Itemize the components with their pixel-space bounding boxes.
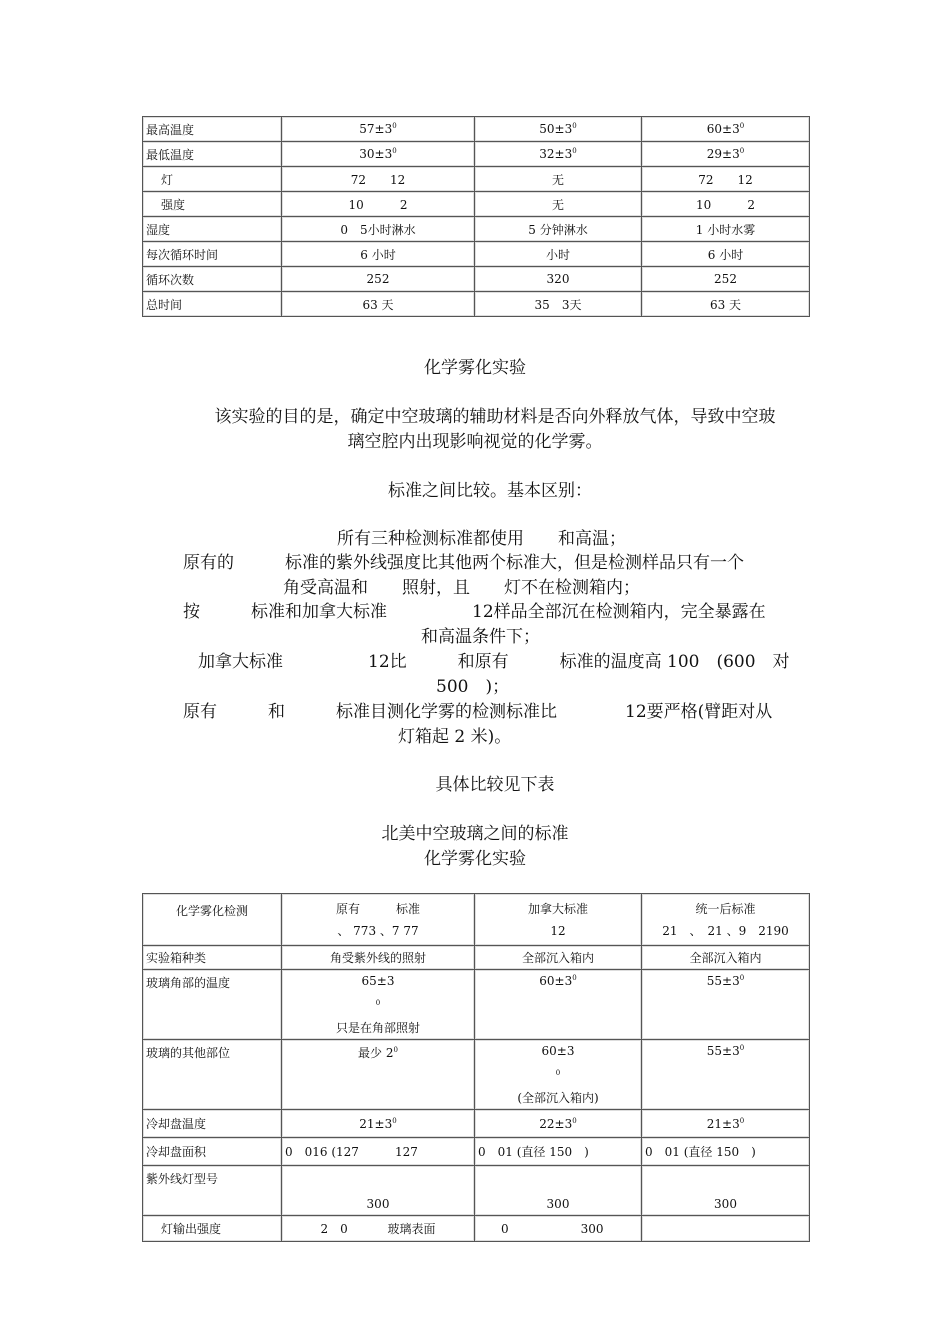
table-cell: $30\pm 3^0$ (282, 142, 475, 167)
table-cell: $60\pm 3^0$ (475, 970, 642, 1040)
paragraph-line: 该实验的目的是，确定中空玻璃的辅助材料是否向外释放气体，导致中空玻 (214, 407, 776, 427)
table-row (143, 1166, 810, 1216)
table-cell: 6 小时 (282, 242, 475, 267)
table-title: 北美中空玻璃之间的标准 (381, 824, 569, 844)
row-label: 湿度 (143, 217, 282, 242)
table-cell: 0 300 (475, 1216, 642, 1242)
row-label: 冷却盘面积 (143, 1138, 282, 1166)
table-row (143, 1138, 810, 1166)
table-cell: 2 0 玻璃表面 (282, 1216, 475, 1242)
paragraph-line: 加拿大标准 12比 和原有 标准的温度高 100 (600 对 (198, 652, 790, 672)
table-row (143, 1110, 810, 1138)
table-cell: 63 天 (642, 292, 810, 317)
table-cell: $50\pm 3^0$ (475, 117, 642, 142)
table-row (143, 292, 810, 317)
row-label: 冷却盘温度 (143, 1110, 282, 1138)
header-cell: 原有 标准 、 773 、7 77 (282, 894, 475, 946)
table-row (143, 946, 810, 970)
table-cell: 0 5小时淋水 (282, 217, 475, 242)
paragraph-line: 灯箱起 2 米)。 (398, 727, 512, 747)
table-cell (642, 1216, 810, 1242)
table-cell: 60±3 $^0$ (全部沉入箱内) (475, 1040, 642, 1110)
table-cell: 63 天 (282, 292, 475, 317)
table-cell: 10 2 (282, 192, 475, 217)
paragraph-line: 500 )； (436, 677, 510, 697)
table-cell: 全部沉入箱内 (475, 946, 642, 970)
table-cell: 1 小时水雾 (642, 217, 810, 242)
table-row (143, 117, 810, 142)
table-intro-note: 具体比较见下表 (435, 775, 555, 795)
table-cell: 0 01 (直径 150 ) (475, 1138, 642, 1166)
table-row (143, 1040, 810, 1110)
table-cell: 全部沉入箱内 (642, 946, 810, 970)
row-label: 总时间 (143, 292, 282, 317)
table-cell: 最少 $2^0$ (282, 1040, 475, 1110)
table-cell: 6 小时 (642, 242, 810, 267)
row-label: 玻璃角部的温度 (143, 970, 282, 1040)
table-row (143, 267, 810, 292)
row-label: 最低温度 (143, 142, 282, 167)
row-label: 灯输出强度 (143, 1216, 282, 1242)
table-cell: $22\pm 3^0$ (475, 1110, 642, 1138)
table-row (143, 142, 810, 167)
row-label: 灯 (143, 167, 282, 192)
section-title-chemical-fogging: 化学雾化实验 (424, 358, 526, 378)
paragraph-line: 原有的 标准的紫外线强度比其他两个标准大，但是检测样品只有一个 (183, 553, 744, 573)
table-cell: 72 12 (642, 167, 810, 192)
header-cell: 统一后标准 21 、 21 、9 2190 (642, 894, 810, 946)
row-label: 实验箱种类 (143, 946, 282, 970)
row-label: 最高温度 (143, 117, 282, 142)
table-cell: 300 (475, 1166, 642, 1216)
table-cell: 300 (642, 1166, 810, 1216)
table-cell: $55\pm 3^0$ (642, 970, 810, 1040)
table-cell: $32\pm 3^0$ (475, 142, 642, 167)
table-subtitle: 化学雾化实验 (424, 849, 526, 869)
table-cell: 无 (475, 192, 642, 217)
table-cell: 角受紫外线的照射 (282, 946, 475, 970)
table-cell: 小时 (475, 242, 642, 267)
table-cell: 10 2 (642, 192, 810, 217)
test-conditions-table (142, 116, 810, 317)
table-cell: $21\pm 3^0$ (282, 1110, 475, 1138)
paragraph-line: 所有三种检测标准都使用 和高温； (337, 529, 626, 549)
table-cell: 35 3天 (475, 292, 642, 317)
paragraph-line: 角受高温和 照射，且 灯不在检测箱内； (283, 578, 640, 598)
table-header-row (143, 894, 810, 946)
table-cell: $21\pm 3^0$ (642, 1110, 810, 1138)
table-cell: 无 (475, 167, 642, 192)
row-label: 循环次数 (143, 267, 282, 292)
table-row (143, 970, 810, 1040)
row-label: 玻璃的其他部位 (143, 1040, 282, 1110)
table-row (143, 217, 810, 242)
table-row (143, 242, 810, 267)
table-cell: 300 (282, 1166, 475, 1216)
table-cell: $55\pm 3^0$ (642, 1040, 810, 1110)
paragraph-line: 按 标准和加拿大标准 12样品全部沉在检测箱内，完全暴露在 (183, 602, 766, 622)
table-row (143, 1216, 810, 1242)
standards-comparison-table (142, 893, 810, 1242)
table-cell: 65±3 $^0$ 只是在角部照射 (282, 970, 475, 1040)
table-row (143, 167, 810, 192)
header-cell: 加拿大标准 12 (475, 894, 642, 946)
header-cell: 化学雾化检测 (143, 894, 282, 946)
table-cell: 0 016 (127 127 (282, 1138, 475, 1166)
row-label: 每次循环时间 (143, 242, 282, 267)
section-title-comparison: 标准之间比较。基本区别： (388, 481, 592, 501)
paragraph-line: 和高温条件下； (421, 627, 540, 647)
table-cell: 252 (642, 267, 810, 292)
table-cell: 0 01 (直径 150 ) (642, 1138, 810, 1166)
paragraph-line: 璃空腔内出现影响视觉的化学雾。 (347, 432, 603, 452)
row-label: 强度 (143, 192, 282, 217)
table-cell: 252 (282, 267, 475, 292)
table-cell: $60\pm 3^0$ (642, 117, 810, 142)
table-cell: $29\pm 3^0$ (642, 142, 810, 167)
row-label: 紫外线灯型号 (143, 1166, 282, 1216)
table-cell: 320 (475, 267, 642, 292)
table-cell: 5 分钟淋水 (475, 217, 642, 242)
paragraph-line: 原有 和 标准目测化学雾的检测标准比 12要严格(臂距对从 (183, 702, 773, 722)
table-row (143, 192, 810, 217)
table-cell: 72 12 (282, 167, 475, 192)
table-cell: $57\pm 3^0$ (282, 117, 475, 142)
